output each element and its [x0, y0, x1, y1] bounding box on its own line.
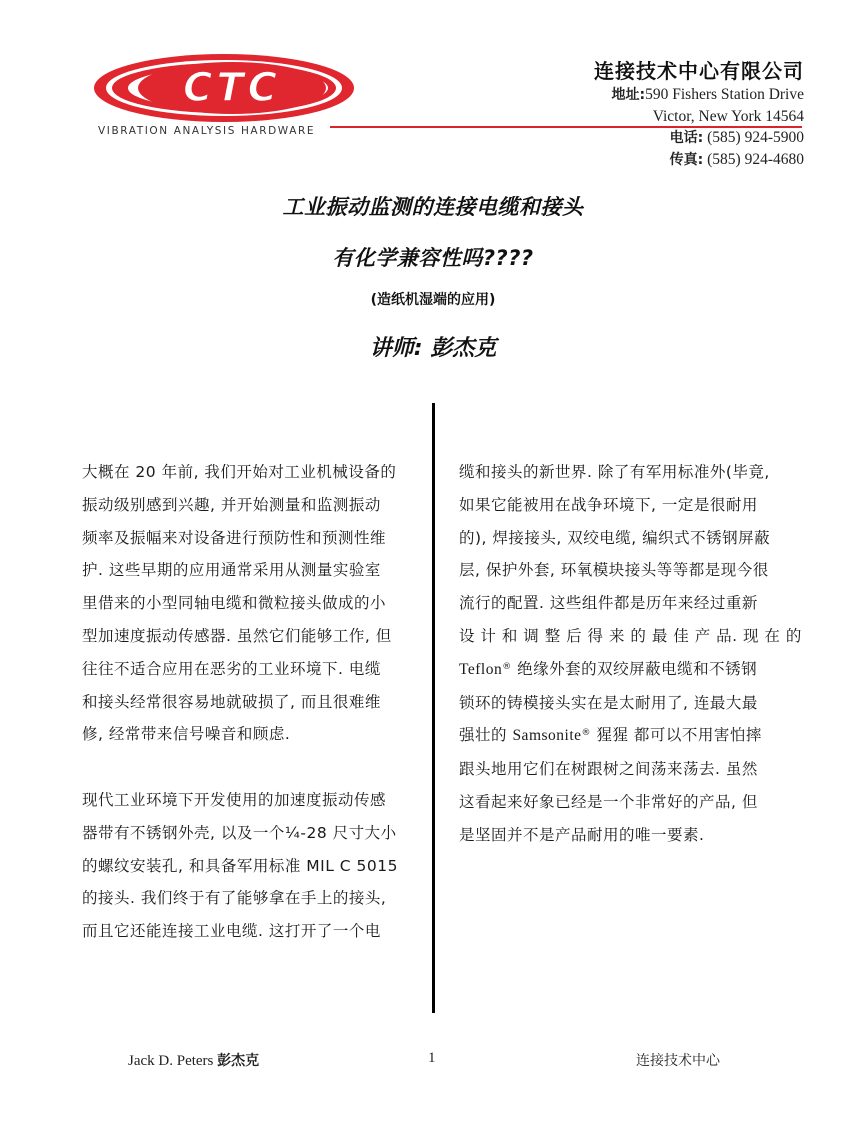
lecturer: 讲师: 彭杰克	[369, 336, 497, 361]
footer-author	[128, 1050, 259, 1070]
phone-label: 电话:	[669, 130, 704, 146]
text-line: 振动级别感到兴趣, 并开始测量和监测振动	[82, 495, 381, 514]
text-line-teflon	[459, 653, 789, 687]
text-line: 的螺纹安装孔, 和具备军用标准 MIL C 5015	[82, 856, 398, 875]
header-rule	[330, 126, 802, 128]
text-line: 器带有不锈钢外壳, 以及一个¼-28 尺寸大小	[82, 823, 397, 842]
address-line-2: Victor, New York 14564	[652, 108, 804, 125]
author-en: Jack D. Peters	[128, 1053, 214, 1069]
paragraph-1	[82, 456, 412, 751]
title-line-1: 工业振动监测的连接电缆和接头	[282, 195, 584, 219]
address-line-1	[594, 84, 804, 106]
title-line-2: 有化学兼容性吗????	[332, 246, 534, 270]
text-line: 是坚固并不是产品耐用的唯一要素.	[459, 825, 705, 844]
samsonite-pre: 强壮的	[459, 726, 513, 745]
text-line: 的接头. 我们终于有了能够拿在手上的接头,	[82, 889, 387, 908]
text-line: 这看起来好象已经是一个非常好的产品, 但	[459, 792, 758, 811]
text-line: 而且它还能连接工业电缆. 这打开了一个电	[82, 922, 381, 941]
fax-number: (585) 924-4680	[707, 151, 804, 168]
text-line: 修, 经常带来信号噪音和顾虑.	[82, 725, 291, 744]
text-line: 频率及振幅来对设备进行预防性和预测性维	[82, 528, 387, 547]
text-line: 和接头经常很容易地就破损了, 而且很难维	[82, 692, 381, 711]
fax-label: 传真:	[669, 152, 704, 168]
text-line: 缆和接头的新世界. 除了有军用标准外(毕竟,	[459, 463, 770, 481]
paragraph-2	[82, 784, 412, 948]
svg-text:CTC: CTC	[183, 65, 281, 111]
address-street: 590 Fishers Station Drive	[645, 86, 804, 103]
logo-tagline: VIBRATION ANALYSIS HARDWARE	[98, 125, 316, 137]
samsonite-rest: 猩猩 都可以不用害怕摔	[591, 726, 762, 745]
registered-mark: ®	[581, 728, 592, 739]
phone-number: (585) 924-5900	[707, 129, 804, 146]
text-line: 跟头地用它们在树跟树之间荡来荡去. 虽然	[459, 760, 758, 779]
registered-mark: ®	[502, 661, 512, 672]
column-divider	[432, 403, 435, 1013]
left-column	[82, 456, 412, 948]
company-name: 连接技术中心有限公司	[594, 59, 804, 83]
ctc-logo	[92, 52, 356, 124]
text-line: 流行的配置. 这些组件都是历年来经过重新	[459, 594, 758, 613]
phone-line	[594, 127, 804, 149]
teflon-rest: 绝缘外套的双绞屏蔽电缆和不锈钢	[511, 659, 758, 678]
text-line: 现代工业环境下开发使用的加速度振动传感	[82, 790, 387, 809]
paragraph-gap	[82, 751, 412, 784]
author-cn: 彭杰克	[217, 1053, 260, 1069]
right-column	[459, 456, 802, 852]
teflon-trademark: Teflon	[459, 660, 503, 678]
text-line: 里借来的小型同轴电缆和微粒接头做成的小	[82, 594, 387, 613]
text-line: 型加速度振动传感器. 虽然它们能够工作, 但	[82, 626, 392, 645]
samsonite-trademark: Samsonite	[512, 727, 582, 745]
subtitle: (造纸机湿端的应用)	[370, 292, 496, 308]
address-label: 地址:	[611, 87, 646, 103]
text-line: 大概在 20 年前, 我们开始对工业机械设备的	[82, 463, 397, 481]
text-line: 的), 焊接接头, 双绞电缆, 编织式不锈钢屏蔽	[459, 528, 771, 547]
ctc-logo-graphic	[92, 52, 356, 124]
text-line: 锁环的铸模接头实在是太耐用了, 连最大最	[459, 693, 758, 712]
text-line: 设 计 和 调 整 后 得 来 的 最 佳 产 品. 现 在 的	[459, 626, 802, 645]
footer-org: 连接技术中心	[636, 1053, 720, 1069]
page-number: 1	[428, 1050, 436, 1066]
company-header	[594, 58, 804, 171]
paragraph-3	[459, 456, 802, 852]
text-line: 往往不适合应用在恶劣的工业环境下. 电缆	[82, 659, 381, 678]
fax-line	[594, 149, 804, 171]
text-line: 如果它能被用在战争环境下, 一定是很耐用	[459, 495, 758, 514]
text-line: 护. 这些早期的应用通常采用从测量实验室	[82, 561, 381, 580]
text-line: 层, 保护外套, 环氧模块接头等等都是现今很	[459, 561, 769, 580]
text-line-samsonite	[459, 719, 789, 753]
